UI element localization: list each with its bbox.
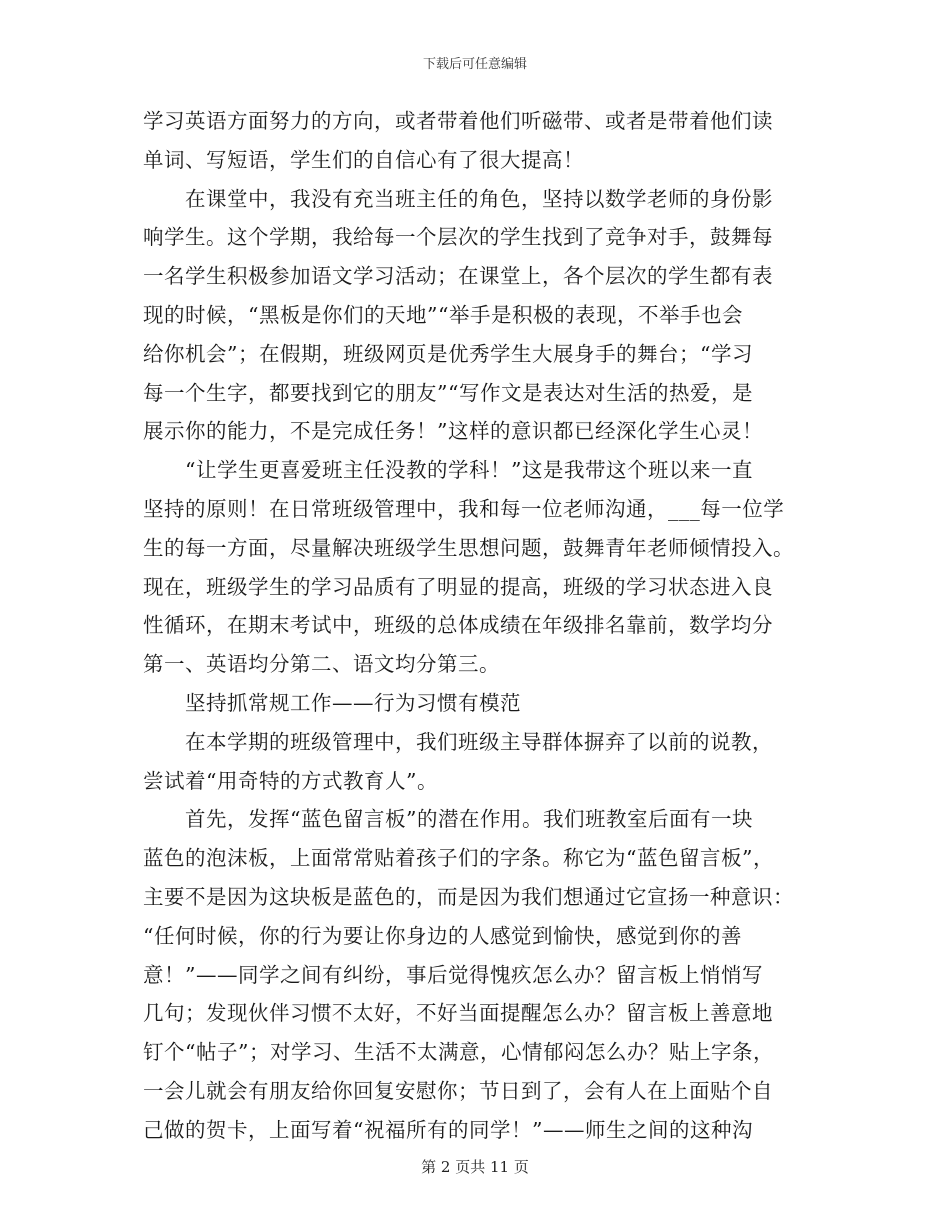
text-line: 蓝色的泡沫板，上面常常贴着孩子们的字条。称它为“蓝色留言板”， [143, 846, 774, 871]
text-line: 钉个“帖子”；对学习、生活不太满意，心情郁闷怎么办？贴上字条， [143, 1040, 774, 1065]
text-line: 意！”——同学之间有纠纷，事后觉得愧疚怎么办？留言板上悄悄写 [143, 962, 763, 987]
text-line: 坚持的原则！在日常班级管理中，我和每一位老师沟通，___每一位学 [143, 496, 785, 521]
text-line: 己做的贺卡，上面写着“祝福所有的同学！”——师生之间的这种沟 [143, 1117, 753, 1142]
text-line: 几句；发现伙伴习惯不太好，不好当面提醒怎么办？留言板上善意地 [143, 1001, 773, 1026]
paragraph-start-line: 首先，发挥“蓝色留言板”的潜在作用。我们班教室后面有一块 [185, 807, 753, 832]
text-line: 性循环，在期末考试中，班级的总体成绩在年级排名靠前，数学均分 [143, 613, 773, 638]
text-line: 生的每一方面，尽量解决班级学生思想问题，鼓舞青年老师倾情投入。 [143, 535, 794, 560]
text-line: 尝试着“用奇特的方式教育人”。 [143, 768, 438, 793]
text-line: 单词、写短语，学生们的自信心有了很大提高！ [143, 147, 584, 172]
paragraph-start-line: “让学生更喜爱班主任没教的学科！”这是我带这个班以来一直 [185, 458, 753, 483]
paragraph-start-line: 在课堂中，我没有充当班主任的角色，坚持以数学老师的身份影 [185, 186, 773, 211]
paragraph-start-line: 在本学期的班级管理中，我们班级主导群体摒弃了以前的说教， [185, 729, 773, 754]
page-header: 下载后可任意编辑 [422, 57, 527, 72]
text-line: 响学生。这个学期，我给每一个层次的学生找到了竞争对手，鼓舞每 [143, 225, 773, 250]
text-line: 第一、英语均分第二、语文均分第三。 [143, 652, 500, 677]
text-line: 现的时候，“黑板是你们的天地”“举手是积极的表现，不举手也会 [143, 302, 743, 327]
text-line: 学习英语方面努力的方向，或者带着他们听磁带、或者是带着他们读 [143, 109, 773, 133]
text-line: 主要不是因为这块板是蓝色的，而是因为我们想通过它宣扬一种意识： [143, 884, 794, 909]
text-line: 一会儿就会有朋友给你回复安慰你；节日到了，会有人在上面贴个自 [143, 1078, 773, 1103]
text-line: 每一个生字，都要找到它的朋友”“写作文是表达对生活的热爱，是 [143, 380, 753, 405]
text-line: “任何时候，你的行为要让你身边的人感觉到愉快，感觉到你的善 [143, 923, 742, 948]
text-line: 一名学生积极参加语文学习活动；在课堂上，各个层次的学生都有表 [143, 264, 773, 289]
text-line: 现在，班级学生的学习品质有了明显的提高，班级的学习状态进入良 [143, 574, 773, 599]
document-body [143, 102, 811, 1150]
page-number-footer: 第 2 页共 11 页 [421, 1158, 529, 1176]
section-heading: 坚持抓常规工作——行为习惯有模范 [185, 690, 521, 715]
text-line: 给你机会”；在假期，班级网页是优秀学生大展身手的舞台；“学习 [143, 341, 753, 366]
text-line: 展示你的能力，不是完成任务！”这样的意识都已经深化学生心灵！ [143, 419, 763, 444]
